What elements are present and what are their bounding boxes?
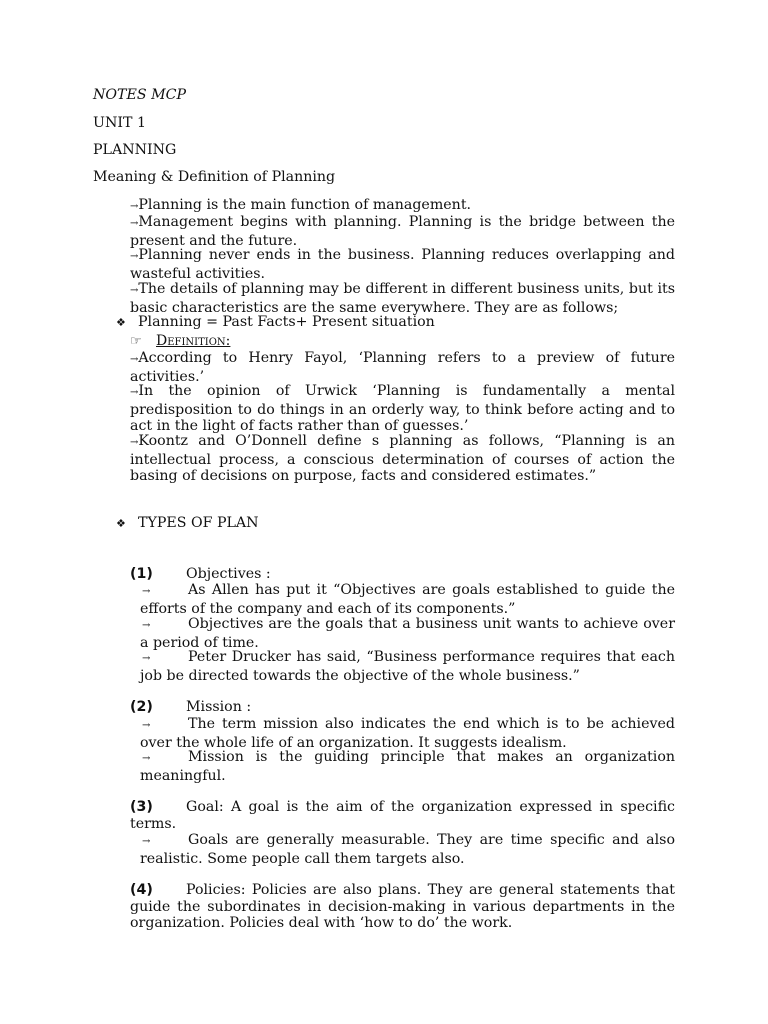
unit-label: UNIT 1: [93, 115, 146, 131]
topic-heading: PLANNING: [93, 142, 177, 158]
definition-point: →In the opinion of Urwick ‘Planning is fundamentally a mental predisposition to do things in an orderly way, to think before acting and to act in the light of facts rather than of guesses.’: [130, 383, 675, 435]
meaning-point: →Planning never ends in the business. Planning reduces overlapping and wasteful activities.: [130, 247, 675, 282]
hand-pointer-icon: ☞: [130, 334, 142, 349]
arrow-icon: →: [142, 753, 151, 764]
formula-bullet: ❖ Planning = Past Facts+ Present situation: [116, 314, 435, 330]
objectives-point: → Peter Drucker has said, “Business performance requires that each job be directed towards the objective of the whole business.”: [140, 649, 675, 684]
section-heading: Meaning & Definition of Planning: [93, 169, 336, 185]
type-mission-heading: (2) Mission :: [130, 699, 252, 715]
arrow-icon: →: [130, 387, 138, 398]
type-goal: (3) Goal: A goal is the aim of the organization expressed in specific terms.: [130, 799, 675, 832]
definition-point: →Koontz and O’Donnell define s planning as follows, “Planning is an intellectual process, a conscious determination of courses of action the basing of decisions on purpose, facts and considered estimates.”: [130, 433, 675, 485]
objectives-point: → As Allen has put it “Objectives are goals established to guide the efforts of the company and each of its components.”: [140, 582, 675, 617]
diamond-bullet-icon: ❖: [116, 517, 126, 530]
type-objectives-heading: (1) Objectives :: [130, 566, 271, 582]
arrow-icon: →: [142, 620, 151, 631]
meaning-point: →Planning is the main function of management.: [130, 197, 472, 213]
mission-point: → Mission is the guiding principle that makes an organization meaningful.: [140, 749, 675, 784]
mission-point: → The term mission also indicates the end which is to be achieved over the whole life of an organization. It suggests idealism.: [140, 716, 675, 751]
objectives-point: → Objectives are the goals that a business unit wants to achieve over a period of time.: [140, 616, 675, 651]
definition-heading: ☞ Definition:: [130, 333, 231, 349]
arrow-icon: →: [130, 251, 138, 262]
diamond-bullet-icon: ❖: [116, 316, 126, 329]
notes-title: NOTES MCP: [93, 87, 187, 103]
arrow-icon: →: [130, 285, 138, 296]
arrow-icon: →: [142, 586, 151, 597]
meaning-point: →The details of planning may be different in different business units, but its basic characteristics are the same everywhere. They are as follows;: [130, 281, 675, 316]
definition-point: →According to Henry Fayol, ‘Planning refers to a preview of future activities.’: [130, 350, 675, 385]
meaning-point: →Management begins with planning. Planning is the bridge between the present and the future.: [130, 214, 675, 249]
arrow-icon: →: [130, 354, 138, 365]
goal-point: → Goals are generally measurable. They are time specific and also realistic. Some people call them targets also.: [140, 832, 675, 867]
arrow-icon: →: [130, 201, 138, 212]
arrow-icon: →: [142, 720, 151, 731]
arrow-icon: →: [130, 218, 138, 229]
arrow-icon: →: [142, 653, 151, 664]
type-policies: (4) Policies: Policies are also plans. They are general statements that guide the subordinates in decision-making in various departments in the organization. Policies deal with ‘how to do’ the work.: [130, 882, 675, 932]
types-heading: ❖ TYPES OF PLAN: [116, 515, 259, 531]
arrow-icon: →: [130, 437, 138, 448]
arrow-icon: →: [142, 836, 151, 847]
